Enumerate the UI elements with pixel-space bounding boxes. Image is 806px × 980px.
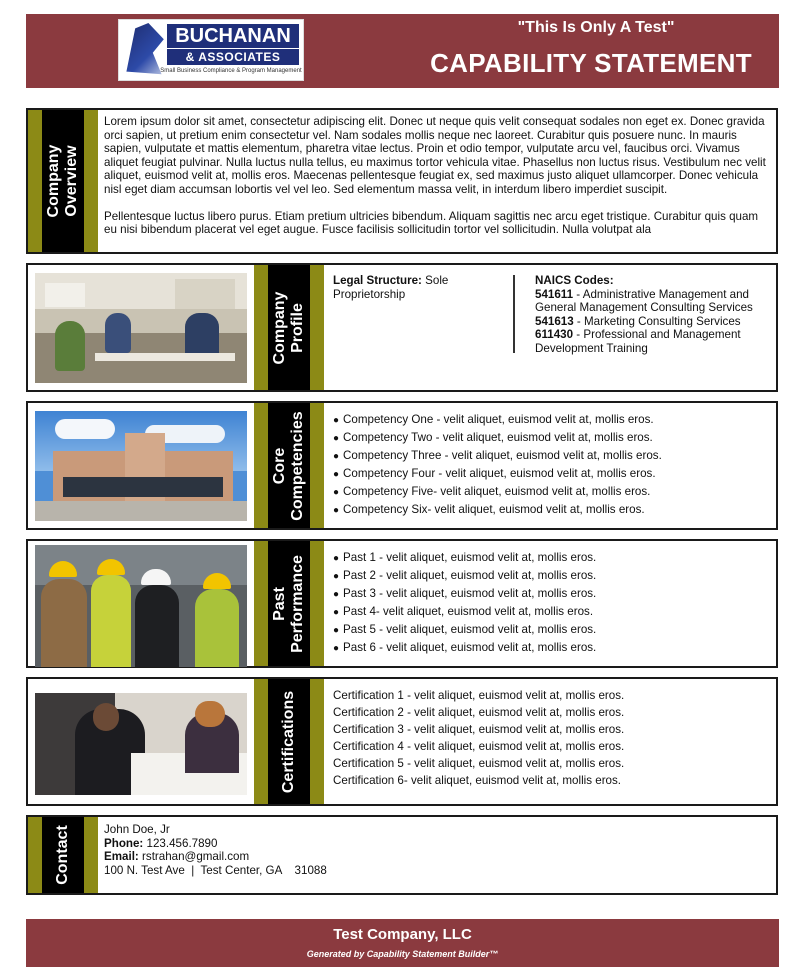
contact-address: 100 N. Test Ave | Test Center, GA 31088 bbox=[104, 863, 327, 877]
header-banner bbox=[26, 14, 779, 88]
performance-label-line1: Past bbox=[271, 586, 288, 621]
list-item: Certification 1 - velit aliquet, euismod velit at, mollis eros. bbox=[333, 689, 625, 702]
overview-label-line1: Company bbox=[45, 144, 62, 218]
certifications-section bbox=[26, 677, 778, 806]
legal-structure bbox=[333, 274, 473, 301]
list-item: Certification 2 - velit aliquet, euismod velit at, mollis eros. bbox=[333, 706, 625, 719]
legal-structure-value: Sole Proprietorship bbox=[333, 274, 449, 301]
naics-title: NAICS Codes: bbox=[535, 274, 614, 287]
classroom-photo bbox=[35, 273, 247, 383]
list-item: Certification 6- velit aliquet, euismod velit at, mollis eros. bbox=[333, 774, 622, 787]
list-item: ● Competency Three - velit aliquet, euismod velit at, mollis eros. bbox=[333, 447, 773, 465]
list-item: ● Competency Five- velit aliquet, euismod velit at, mollis eros. bbox=[333, 483, 773, 501]
email-value[interactable]: rstrahan@gmail.com bbox=[142, 850, 250, 864]
overview-section bbox=[26, 108, 778, 254]
contact-label-line1: Contact bbox=[54, 825, 71, 885]
contact-name: John Doe, Jr bbox=[104, 823, 170, 836]
list-item: ● Past 6 - velit aliquet, euismod velit at, mollis eros. bbox=[333, 639, 773, 657]
overview-label bbox=[28, 110, 98, 252]
list-item: ● Past 3 - velit aliquet, euismod velit at, mollis eros. bbox=[333, 585, 773, 603]
phone-label: Phone: bbox=[104, 836, 144, 850]
list-item: ● Competency Two - velit aliquet, euismod velit at, mollis eros. bbox=[333, 429, 773, 447]
list-item: ● Past 1 - velit aliquet, euismod velit at, mollis eros. bbox=[333, 549, 773, 567]
list-item: Certification 5 - velit aliquet, euismod velit at, mollis eros. bbox=[333, 757, 625, 770]
test-label: "This Is Only A Test" bbox=[517, 19, 675, 36]
naics-desc: - Marketing Consulting Services bbox=[573, 314, 741, 328]
workers-photo bbox=[35, 545, 247, 667]
performance-label-line2: Performance bbox=[289, 554, 306, 653]
logo-name: BUCHANAN bbox=[167, 24, 299, 48]
certifications-label bbox=[254, 679, 324, 804]
profile-label bbox=[254, 265, 324, 390]
overview-text bbox=[104, 115, 772, 237]
profile-section bbox=[26, 263, 778, 392]
list-item: ● Past 2 - velit aliquet, euismod velit at, mollis eros. bbox=[333, 567, 773, 585]
naics-code: 541613 bbox=[535, 314, 574, 328]
competencies-label-line2: Competencies bbox=[289, 410, 306, 521]
list-item: ● Past 4- velit aliquet, euismod velit at, mollis eros. bbox=[333, 603, 773, 621]
certifications-list bbox=[333, 687, 773, 789]
overview-paragraph-2: Pellentesque luctus libero purus. Etiam pretium ultricies bibendum. Aliquam sagittis nec arcu eget tristique. Curabitur quis quam eu nisi bibendum placerat vel eget augue. Fusce facilisis sollicitudin tortor vel sollicitudin. Nulla volutpat ala bbox=[104, 209, 759, 237]
competencies-label-line1: Core bbox=[271, 447, 288, 484]
list-item: ● Past 5 - velit aliquet, euismod velit at, mollis eros. bbox=[333, 621, 773, 639]
legal-structure-label: Legal Structure: bbox=[333, 274, 422, 287]
competencies-section bbox=[26, 401, 778, 530]
naics-desc: - Administrative Management and General Management Consulting Services bbox=[535, 287, 753, 315]
contact-details bbox=[104, 823, 704, 877]
performance-label bbox=[254, 541, 324, 666]
naics-codes bbox=[535, 274, 771, 356]
page-title: CAPABILITY STATEMENT bbox=[430, 48, 752, 78]
footer-banner bbox=[26, 919, 779, 967]
naics-code: 541611 bbox=[535, 287, 574, 301]
performance-section bbox=[26, 539, 778, 668]
footer-company: Test Company, LLC bbox=[333, 926, 472, 943]
overview-paragraph-1: Lorem ipsum dolor sit amet, consectetur adipiscing elit. Donec ut neque quis velit consequat sodales non eget ex. Donec gravida orci sapien, ut pretium enim consectetur vel. Nam sodales mollis neque nec laoreet. Curabitur quis posuere nunc. In mauris sapien, vulputate et mattis elementum, pharetra vitae lectus. Proin et odio tempor, vulputate arcu vel, faucibus orci. Vivamus aliquet feugiat pulvinar. Nulla luctus nulla tellus, eu maximus tortor vehicula vitae. Phasellus non luctus risus. Vestibulum nec velit aliquet, euismod velit at, mollis eros. Maecenas pellentesque feugiat ex, sed maximus justo aliquet ullamcorper. Donec vehicula nisl eget diam accumsan lobortis vel vel leo. Sed elementum massa velit, in interdum libero imperdiet suscipit. bbox=[104, 115, 766, 196]
naics-desc: - Professional and Management Development Training bbox=[535, 328, 741, 355]
competencies-label bbox=[254, 403, 324, 528]
list-item: ● Competency Six- velit aliquet, euismod velit at, mollis eros. bbox=[333, 501, 773, 519]
meeting-photo bbox=[35, 693, 247, 795]
performance-list bbox=[333, 549, 773, 657]
company-logo bbox=[118, 19, 304, 81]
overview-label-line2: Overview bbox=[63, 145, 80, 217]
profile-label-line2: Profile bbox=[289, 302, 306, 353]
naics-code: 611430 bbox=[535, 328, 574, 342]
certifications-label-line1: Certifications bbox=[280, 690, 297, 793]
logo-tagline: Small Business Compliance & Program Management bbox=[160, 68, 302, 74]
list-item: Certification 4 - velit aliquet, euismod velit at, mollis eros. bbox=[333, 740, 625, 753]
building-photo bbox=[35, 411, 247, 521]
contact-section bbox=[26, 815, 778, 895]
logo-sub: & ASSOCIATES bbox=[167, 49, 299, 65]
list-item: Certification 3 - velit aliquet, euismod velit at, mollis eros. bbox=[333, 723, 625, 736]
footer-generated: Generated by Capability Statement Builder™ bbox=[306, 949, 499, 959]
list-item: ● Competency Four - velit aliquet, euismod velit at, mollis eros. bbox=[333, 465, 773, 483]
competencies-list bbox=[333, 411, 773, 519]
list-item: ● Competency One - velit aliquet, euismod velit at, mollis eros. bbox=[333, 411, 773, 429]
profile-divider bbox=[513, 275, 515, 353]
phone-value: 123.456.7890 bbox=[146, 836, 218, 850]
contact-label bbox=[28, 817, 98, 893]
email-label: Email: bbox=[104, 850, 139, 864]
profile-label-line1: Company bbox=[271, 291, 288, 364]
